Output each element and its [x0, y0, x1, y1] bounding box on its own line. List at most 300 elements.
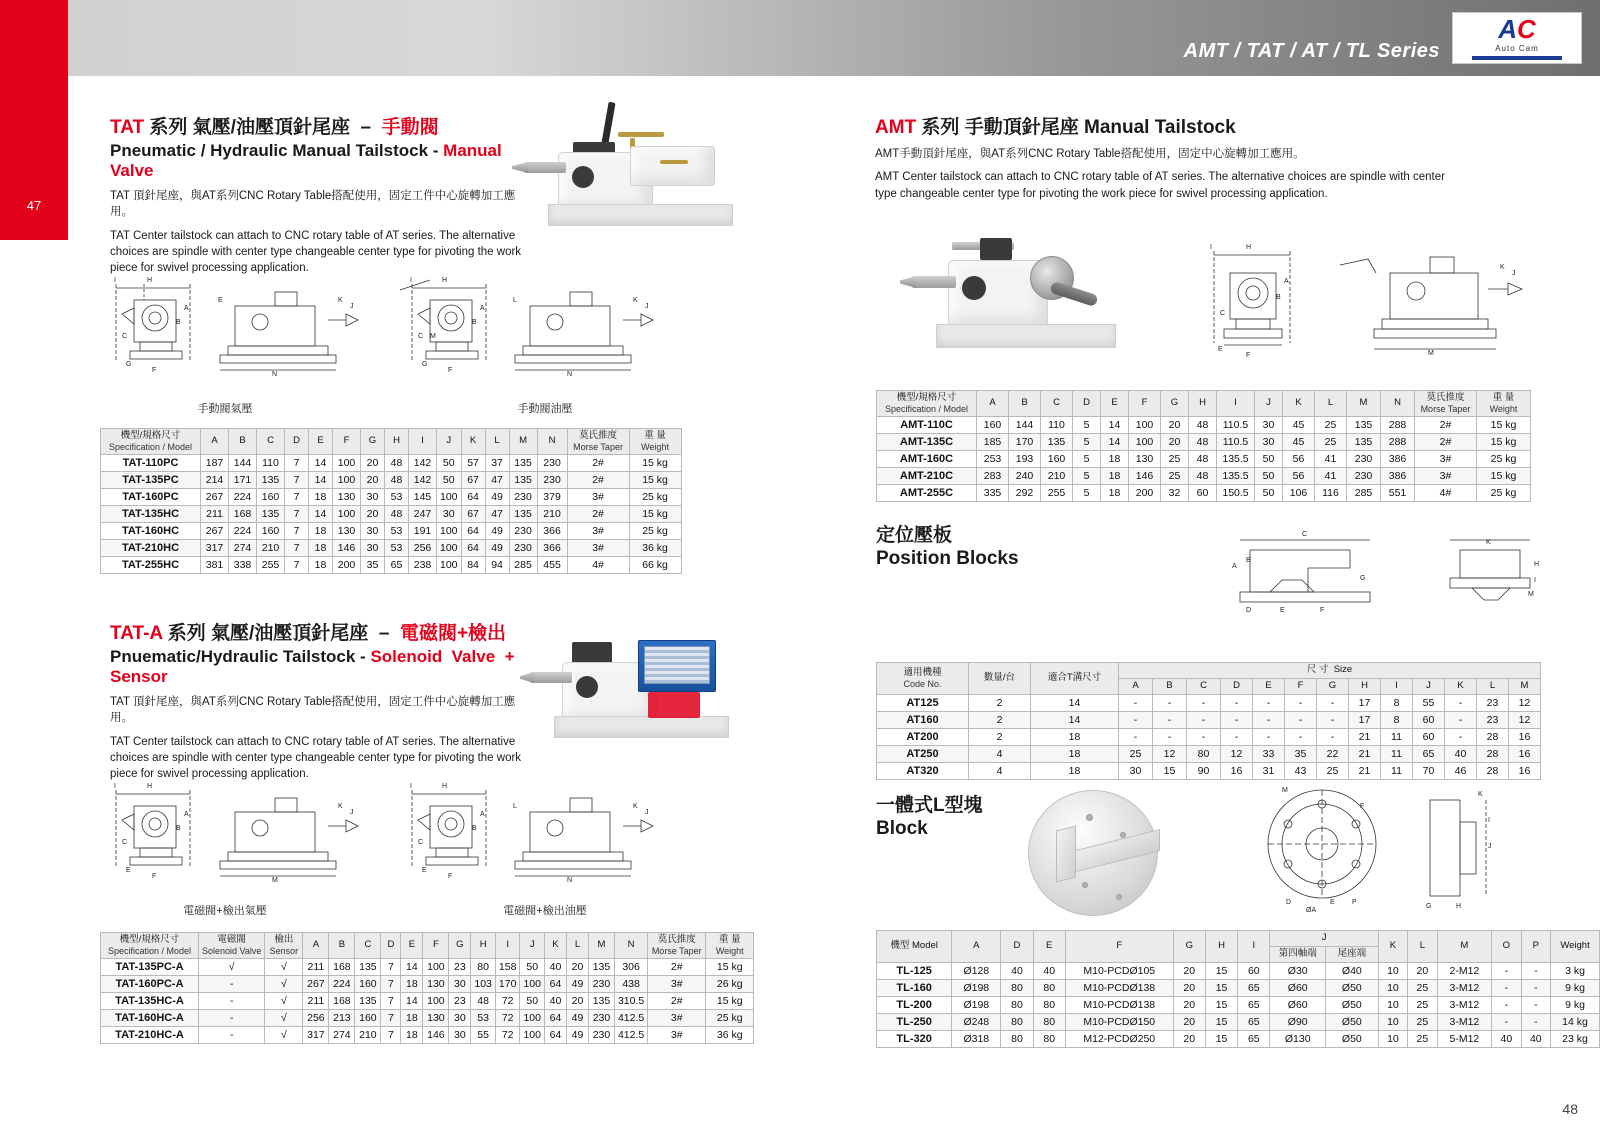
- row-cell: 49: [485, 540, 509, 557]
- row-cell: Ø248: [952, 1013, 1001, 1030]
- row-cell: Ø130: [1270, 1030, 1326, 1047]
- row-cell: 64: [544, 1027, 566, 1044]
- svg-text:F: F: [448, 367, 453, 374]
- row-cell: 18: [1031, 762, 1119, 779]
- row-cell: 50: [437, 472, 462, 489]
- amt-table-body: [877, 417, 1531, 502]
- table-row: [877, 979, 1600, 996]
- svg-text:N: N: [567, 877, 573, 884]
- row-cell: 100: [520, 1010, 545, 1027]
- row-cell: -: [1317, 694, 1349, 711]
- table-row: [101, 523, 682, 540]
- row-model: AT160: [877, 711, 969, 728]
- row-cell: 22: [1317, 745, 1349, 762]
- row-cell: 274: [229, 540, 257, 557]
- row-model: TAT-110PC: [101, 455, 201, 472]
- row-cell: 3#: [567, 540, 629, 557]
- row-cell: 84: [461, 557, 485, 574]
- row-cell: 135: [509, 472, 537, 489]
- table-header-row: 機型/規格尺寸 Specification / Model A B C D E F G H I J K L M N 莫氏推度 Morse Taper 重 量 Weight: [101, 429, 682, 455]
- svg-text:F: F: [1246, 352, 1251, 359]
- row-cell: 23: [449, 993, 471, 1010]
- amt-product-photo: [900, 218, 1150, 363]
- table-row: [101, 993, 754, 1010]
- table-header-row-2: 第四軸端 尾座端: [877, 946, 1600, 962]
- row-cell: 9 kg: [1551, 979, 1600, 996]
- row-cell: 25: [1408, 1030, 1437, 1047]
- row-cell: 64: [461, 489, 485, 506]
- position-blocks-title-en: Position Blocks: [876, 548, 1019, 569]
- svg-text:E: E: [1280, 607, 1285, 614]
- row-cell: 40: [1521, 1030, 1550, 1047]
- table-row: [877, 417, 1531, 434]
- row-cell: 210: [1041, 468, 1073, 485]
- row-cell: 25 kg: [629, 489, 681, 506]
- svg-text:B: B: [176, 825, 181, 832]
- row-cell: 230: [588, 1027, 614, 1044]
- row-cell: 10: [1378, 1030, 1407, 1047]
- svg-text:F: F: [448, 873, 453, 880]
- row-cell: -: [1445, 711, 1477, 728]
- row-cell: 30: [1255, 417, 1283, 434]
- position-blocks-table-wrap: [876, 662, 1541, 780]
- row-cell: 48: [385, 455, 409, 472]
- row-cell: 40: [1445, 745, 1477, 762]
- table-row: [101, 472, 682, 489]
- svg-text:K: K: [1500, 264, 1505, 271]
- row-cell: 3#: [567, 489, 629, 506]
- tata-spec-table: [100, 932, 754, 1044]
- logo-text: AC: [1498, 14, 1536, 44]
- row-cell: 2: [969, 694, 1031, 711]
- svg-text:C: C: [122, 333, 128, 340]
- row-cell: 67: [461, 506, 485, 523]
- row-cell: 15: [1205, 1013, 1237, 1030]
- row-cell: 25: [1315, 434, 1347, 451]
- svg-text:I: I: [114, 277, 116, 284]
- row-cell: 14: [1101, 434, 1129, 451]
- row-cell: 25 kg: [706, 1010, 754, 1027]
- row-cell: 100: [437, 523, 462, 540]
- row-cell: 230: [537, 455, 567, 472]
- table-row: [877, 711, 1541, 728]
- row-cell: √: [265, 993, 303, 1010]
- row-cell: 3#: [648, 976, 706, 993]
- row-cell: 103: [471, 976, 496, 993]
- row-cell: 41: [1315, 451, 1347, 468]
- header-band: [0, 0, 1600, 76]
- row-model: TAT-210HC: [101, 540, 201, 557]
- table-header-row-2: A B C D E F G H I J K L M: [877, 678, 1541, 694]
- svg-text:K: K: [1486, 539, 1491, 546]
- amt-technical-drawings: [1190, 225, 1590, 375]
- row-cell: -: [1187, 728, 1221, 745]
- row-cell: 21: [1349, 762, 1381, 779]
- row-cell: 40: [1492, 1030, 1521, 1047]
- row-cell: 30: [1119, 762, 1153, 779]
- table-row: [101, 557, 682, 574]
- svg-text:H: H: [147, 277, 153, 284]
- row-cell: 116: [1315, 485, 1347, 502]
- row-cell: M10-PCDØ150: [1065, 1013, 1173, 1030]
- row-cell: 14: [401, 959, 423, 976]
- row-cell: 80: [1001, 979, 1033, 996]
- row-cell: -: [1317, 728, 1349, 745]
- row-cell: 18: [401, 1010, 423, 1027]
- logo: [1452, 12, 1582, 64]
- row-cell: 267: [201, 489, 229, 506]
- table-row: [877, 962, 1600, 979]
- row-cell: 17: [1349, 711, 1381, 728]
- row-cell: 18: [309, 489, 333, 506]
- row-cell: 412.5: [614, 1010, 647, 1027]
- row-cell: 2#: [1415, 417, 1477, 434]
- row-cell: 25: [1408, 996, 1437, 1013]
- row-cell: M10-PCDØ105: [1065, 962, 1173, 979]
- position-blocks-table: [876, 662, 1541, 780]
- row-cell: 17: [1349, 694, 1381, 711]
- row-cell: 146: [333, 540, 361, 557]
- tat-desc-cn: TAT 頂針尾座，與AT系列CNC Rotary Table搭配使用，固定工件中心旋轉加工應用。: [110, 190, 516, 219]
- row-cell: -: [1221, 711, 1253, 728]
- row-cell: 135: [355, 993, 381, 1010]
- tata-section-heading: [110, 618, 540, 783]
- row-cell: 100: [423, 959, 449, 976]
- row-cell: 191: [409, 523, 437, 540]
- row-cell: 267: [201, 523, 229, 540]
- svg-text:E: E: [422, 867, 427, 874]
- tata-title-cn: TAT-A 系列 氣壓/油壓頂針尾座 – 電磁閥+檢出: [110, 623, 507, 644]
- svg-text:D: D: [1286, 899, 1292, 906]
- block-title-en: Block: [876, 818, 928, 839]
- row-model: TL-320: [877, 1030, 952, 1047]
- row-cell: 214: [201, 472, 229, 489]
- row-cell: 49: [566, 1010, 588, 1027]
- position-blocks-title-cn: 定位壓板: [876, 525, 953, 546]
- row-cell: 211: [303, 993, 329, 1010]
- table-row: [877, 468, 1531, 485]
- row-cell: 224: [229, 523, 257, 540]
- row-cell: 47: [485, 472, 509, 489]
- row-cell: 7: [381, 993, 401, 1010]
- row-cell: 12: [1221, 745, 1253, 762]
- svg-text:E: E: [126, 867, 131, 874]
- row-cell: 256: [303, 1010, 329, 1027]
- row-model: TAT-160PC: [101, 489, 201, 506]
- row-cell: 23: [1477, 694, 1509, 711]
- svg-text:B: B: [1246, 557, 1251, 564]
- block-table: [876, 930, 1600, 1048]
- row-cell: 142: [409, 455, 437, 472]
- row-model: AMT-160C: [877, 451, 977, 468]
- row-cell: 4: [969, 762, 1031, 779]
- table-row: [101, 489, 682, 506]
- row-cell: 130: [333, 489, 361, 506]
- row-cell: -: [1521, 979, 1550, 996]
- row-cell: 49: [566, 1027, 588, 1044]
- row-cell: 135: [257, 506, 285, 523]
- tat-caption-right: 手動閥油壓: [517, 403, 573, 415]
- row-model: AT320: [877, 762, 969, 779]
- row-cell: 41: [1315, 468, 1347, 485]
- row-cell: 23: [449, 959, 471, 976]
- row-cell: 23 kg: [1551, 1030, 1600, 1047]
- row-cell: Ø90: [1270, 1013, 1326, 1030]
- svg-text:N: N: [567, 371, 573, 378]
- row-cell: 2#: [1415, 434, 1477, 451]
- row-cell: 15: [1205, 996, 1237, 1013]
- page-number-right: 48: [1562, 1101, 1578, 1117]
- row-cell: -: [1253, 711, 1285, 728]
- row-cell: 15: [1205, 979, 1237, 996]
- row-cell: 110: [1041, 417, 1073, 434]
- svg-text:I: I: [1210, 244, 1212, 251]
- block-product-photo: [1020, 786, 1210, 916]
- svg-text:A: A: [480, 305, 485, 312]
- row-cell: 7: [285, 506, 309, 523]
- row-cell: 100: [333, 472, 361, 489]
- row-cell: 200: [1129, 485, 1161, 502]
- row-cell: 106: [1283, 485, 1315, 502]
- row-cell: 72: [495, 993, 520, 1010]
- row-cell: 40: [544, 993, 566, 1010]
- tata-caption-right: 電磁閥+檢出油壓: [503, 905, 587, 917]
- svg-text:M: M: [1528, 591, 1534, 598]
- row-cell: 256: [409, 540, 437, 557]
- row-cell: 130: [333, 523, 361, 540]
- position-blocks-table-body: [877, 694, 1541, 779]
- row-cell: 28: [1477, 762, 1509, 779]
- row-cell: 210: [355, 1027, 381, 1044]
- row-cell: 80: [1033, 1030, 1065, 1047]
- row-cell: Ø128: [952, 962, 1001, 979]
- row-cell: 48: [471, 993, 496, 1010]
- row-cell: 20: [1173, 979, 1205, 996]
- row-model: AT250: [877, 745, 969, 762]
- row-cell: -: [1492, 1013, 1521, 1030]
- row-cell: Ø198: [952, 979, 1001, 996]
- row-cell: 16: [1509, 728, 1541, 745]
- block-technical-drawings: [1230, 782, 1590, 917]
- row-cell: -: [1445, 728, 1477, 745]
- row-model: TAT-135HC-A: [101, 993, 199, 1010]
- row-cell: 25 kg: [629, 523, 681, 540]
- row-cell: 33: [1253, 745, 1285, 762]
- row-cell: √: [265, 1027, 303, 1044]
- row-cell: 12: [1509, 711, 1541, 728]
- table-row: [877, 1030, 1600, 1047]
- row-cell: 15 kg: [1477, 434, 1531, 451]
- tata-technical-drawings: [100, 768, 710, 898]
- row-cell: 31: [1253, 762, 1285, 779]
- row-cell: 20: [566, 993, 588, 1010]
- tat-desc-en: TAT Center tailstock can attach to CNC rotary table of AT series. The alternative choices are spindle with center type changeable center type for pivoting the work piece for swivel processing application.: [110, 229, 522, 275]
- row-cell: 11: [1381, 762, 1413, 779]
- row-cell: 48: [1189, 451, 1217, 468]
- row-cell: 72: [495, 1010, 520, 1027]
- row-cell: 551: [1381, 485, 1415, 502]
- table-row: [877, 745, 1541, 762]
- row-cell: 30: [449, 1027, 471, 1044]
- row-cell: 14: [1031, 694, 1119, 711]
- row-cell: 160: [257, 523, 285, 540]
- row-cell: 2-M12: [1437, 962, 1492, 979]
- row-cell: 7: [285, 472, 309, 489]
- row-cell: Ø50: [1325, 1030, 1378, 1047]
- row-cell: 20: [1161, 434, 1189, 451]
- row-cell: -: [1285, 694, 1317, 711]
- row-cell: 14: [309, 455, 333, 472]
- row-cell: 135: [355, 959, 381, 976]
- svg-text:E: E: [1330, 899, 1335, 906]
- svg-text:K: K: [338, 803, 343, 810]
- row-cell: 14: [1101, 417, 1129, 434]
- row-cell: 211: [303, 959, 329, 976]
- row-cell: 11: [1381, 728, 1413, 745]
- row-model: TL-250: [877, 1013, 952, 1030]
- row-cell: 50: [520, 959, 545, 976]
- row-cell: 53: [385, 540, 409, 557]
- tata-product-photo: [520, 612, 770, 747]
- row-cell: 80: [1001, 1013, 1033, 1030]
- table-row: [877, 1013, 1600, 1030]
- row-cell: 18: [309, 557, 333, 574]
- row-cell: 3#: [648, 1027, 706, 1044]
- row-cell: 25 kg: [1477, 485, 1531, 502]
- row-cell: 170: [495, 976, 520, 993]
- row-cell: -: [199, 993, 265, 1010]
- row-cell: 56: [1283, 468, 1315, 485]
- table-row: [101, 976, 754, 993]
- row-cell: -: [1221, 694, 1253, 711]
- row-cell: 160: [355, 1010, 381, 1027]
- row-cell: -: [1492, 962, 1521, 979]
- row-cell: -: [1119, 728, 1153, 745]
- row-cell: 3-M12: [1437, 979, 1492, 996]
- row-cell: 25: [1408, 1013, 1437, 1030]
- row-cell: -: [1119, 694, 1153, 711]
- tata-desc-cn: TAT 頂針尾座，與AT系列CNC Rotary Table搭配使用，固定工件中心旋轉加工應用。: [110, 696, 516, 725]
- row-cell: 16: [1509, 745, 1541, 762]
- row-cell: 60: [1238, 962, 1270, 979]
- row-cell: -: [1153, 728, 1187, 745]
- svg-text:ØA: ØA: [1306, 907, 1317, 914]
- row-cell: 21: [1349, 745, 1381, 762]
- svg-text:F: F: [152, 367, 157, 374]
- row-cell: 3#: [567, 523, 629, 540]
- row-cell: 25: [1161, 451, 1189, 468]
- row-cell: 56: [1283, 451, 1315, 468]
- row-cell: 285: [509, 557, 537, 574]
- svg-text:G: G: [1360, 575, 1366, 582]
- row-cell: -: [1521, 1013, 1550, 1030]
- row-cell: 386: [1381, 468, 1415, 485]
- tat-spec-table-wrap: [100, 428, 682, 574]
- svg-text:I: I: [410, 783, 412, 790]
- row-cell: -: [1221, 728, 1253, 745]
- svg-text:F: F: [1360, 803, 1365, 810]
- svg-text:F: F: [152, 873, 157, 880]
- row-cell: 135: [1041, 434, 1073, 451]
- row-cell: 160: [257, 489, 285, 506]
- svg-text:C: C: [418, 839, 424, 846]
- row-cell: 5: [1073, 417, 1101, 434]
- row-cell: 230: [1347, 468, 1381, 485]
- tat-table-body: [101, 455, 682, 574]
- row-cell: 224: [329, 976, 355, 993]
- row-cell: 135: [509, 455, 537, 472]
- row-cell: 283: [977, 468, 1009, 485]
- row-cell: 142: [409, 472, 437, 489]
- row-cell: 238: [409, 557, 437, 574]
- row-cell: 213: [329, 1010, 355, 1027]
- row-cell: 211: [201, 506, 229, 523]
- row-cell: 25: [1315, 417, 1347, 434]
- row-cell: 7: [285, 455, 309, 472]
- row-cell: Ø30: [1270, 962, 1326, 979]
- row-cell: √: [265, 959, 303, 976]
- row-cell: 187: [201, 455, 229, 472]
- row-cell: 230: [509, 523, 537, 540]
- table-row: [101, 1027, 754, 1044]
- row-cell: 158: [495, 959, 520, 976]
- row-cell: 36 kg: [706, 1027, 754, 1044]
- row-cell: 168: [329, 959, 355, 976]
- row-cell: 7: [285, 557, 309, 574]
- row-cell: 32: [1161, 485, 1189, 502]
- row-cell: 230: [1347, 451, 1381, 468]
- row-cell: 3 kg: [1551, 962, 1600, 979]
- row-cell: 224: [229, 489, 257, 506]
- row-cell: 3-M12: [1437, 1013, 1492, 1030]
- row-cell: 65: [1238, 1013, 1270, 1030]
- row-cell: Ø50: [1325, 1013, 1378, 1030]
- row-cell: 438: [614, 976, 647, 993]
- row-cell: -: [199, 976, 265, 993]
- row-cell: 60: [1413, 711, 1445, 728]
- amt-title-cn: AMT 系列 手動頂針尾座 Manual Tailstock: [875, 117, 1236, 138]
- row-cell: 110.5: [1217, 434, 1255, 451]
- row-cell: 15 kg: [706, 993, 754, 1010]
- row-cell: 18: [401, 1027, 423, 1044]
- row-model: TL-160: [877, 979, 952, 996]
- row-cell: 317: [303, 1027, 329, 1044]
- row-cell: 145: [409, 489, 437, 506]
- row-cell: 49: [566, 976, 588, 993]
- row-cell: 3#: [648, 1010, 706, 1027]
- row-cell: 18: [1101, 451, 1129, 468]
- table-row: [101, 455, 682, 472]
- row-cell: 150.5: [1217, 485, 1255, 502]
- row-cell: 15 kg: [629, 472, 681, 489]
- row-cell: 3#: [1415, 451, 1477, 468]
- row-cell: 288: [1381, 434, 1415, 451]
- row-model: AMT-255C: [877, 485, 977, 502]
- row-cell: 338: [229, 557, 257, 574]
- row-cell: 2#: [648, 959, 706, 976]
- svg-text:H: H: [1456, 903, 1462, 910]
- svg-text:I: I: [114, 783, 116, 790]
- row-cell: 14: [401, 993, 423, 1010]
- row-cell: 21: [1349, 728, 1381, 745]
- row-model: TAT-210HC-A: [101, 1027, 199, 1044]
- row-cell: 230: [509, 489, 537, 506]
- row-cell: 255: [257, 557, 285, 574]
- row-model: AMT-210C: [877, 468, 977, 485]
- row-cell: 18: [309, 523, 333, 540]
- table-header-row: 機型/規格尺寸 Specification / Model 電磁閥 Solenoid Valve 檢出 Sensor A B C D E F G H I J K L M N 莫氏推度 Morse Taper 重 量 Weight: [101, 933, 754, 959]
- row-cell: 4: [969, 745, 1031, 762]
